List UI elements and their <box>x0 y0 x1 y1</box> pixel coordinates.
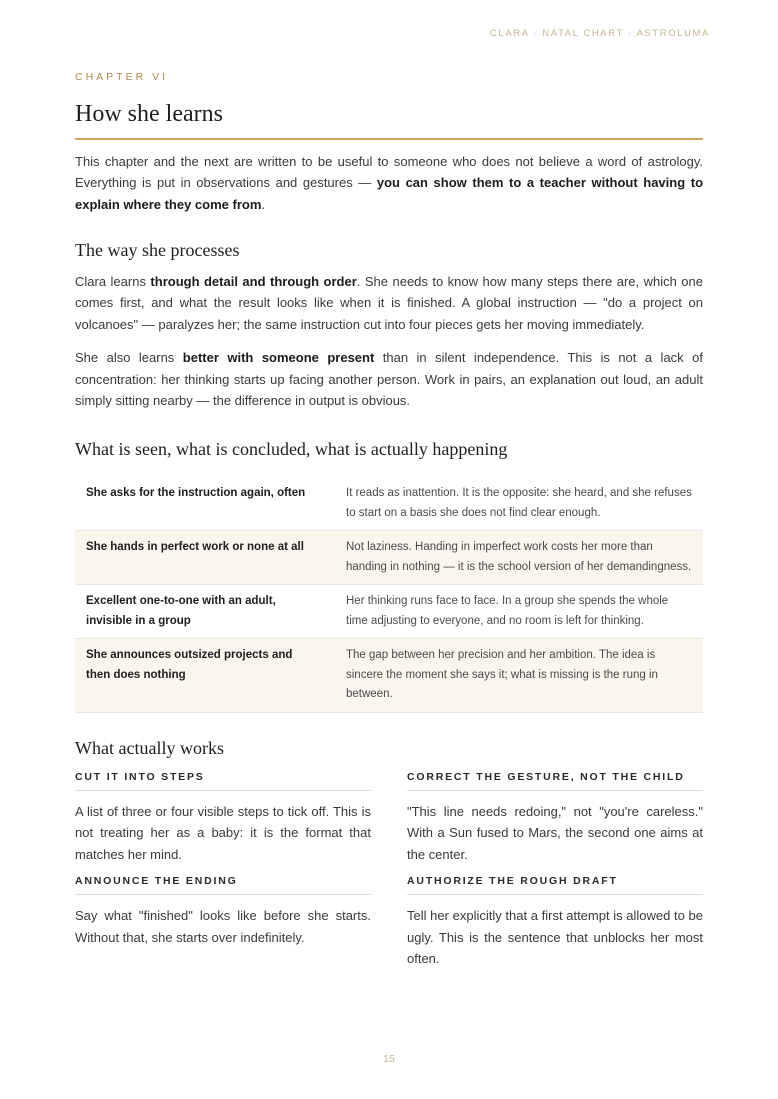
tip-title: CORRECT THE GESTURE, NOT THE CHILD <box>407 771 703 791</box>
tip-body: Say what "finished" looks like before she starts. Without that, she starts over indefinitely. <box>75 908 371 945</box>
section-heading-seen: What is seen, what is concluded, what is actually happening <box>75 438 508 459</box>
tip-title: CUT IT INTO STEPS <box>75 771 371 791</box>
tip-body: Tell her explicitly that a first attempt is allowed to be ugly. This is the sentence that unblocks her most often. <box>407 908 703 967</box>
intro-text-end: . <box>261 196 266 212</box>
page-content <box>75 71 703 970</box>
paragraph-text: She also learns <box>75 350 183 366</box>
processes-paragraph-1 <box>75 271 703 336</box>
tip-title: AUTHORIZE THE ROUGH DRAFT <box>407 875 703 895</box>
tip-card <box>75 771 371 866</box>
tip-card <box>75 875 371 970</box>
title-divider <box>75 138 703 140</box>
observation-actual: Her thinking runs face to face. In a group she spends the whole time adjusting to everyone, and no room is left for thinking. <box>326 585 703 639</box>
observation-actual: Not laziness. Handing in imperfect work costs her more than handing in nothing — it is the school version of her demandingness. <box>326 531 703 585</box>
paragraph-text: . She needs to know how many steps there are, which one comes first, and what the result looks like when it is finished. A global instruction — "do a project on volcanoes" — paralyzes her; the same instruction cut into four pieces gets her moving immediately. <box>75 273 703 332</box>
table-row <box>75 477 703 531</box>
section-heading-processes: The way she processes <box>75 240 240 261</box>
tip-card <box>407 875 703 970</box>
page-title: How she learns <box>75 101 223 127</box>
paragraph-emphasis: through detail and through order <box>150 273 357 289</box>
tip-card <box>407 771 703 866</box>
table-row <box>75 585 703 639</box>
tip-title: ANNOUNCE THE ENDING <box>75 875 371 895</box>
intro-paragraph <box>75 151 703 216</box>
intro-emphasis: you can show them to a teacher without having to explain where they come from <box>75 175 704 212</box>
observation-actual: It reads as inattention. It is the opposite: she heard, and she refuses to start on a basis she does not find clear enough. <box>326 477 703 531</box>
observation-actual: The gap between her precision and her ambition. The idea is sincere the moment she says it; what is missing is the rung in between. <box>326 639 703 713</box>
table-row <box>75 531 703 585</box>
section-heading-works: What actually works <box>75 737 224 758</box>
table-row <box>75 639 703 713</box>
tips-grid <box>75 771 703 970</box>
observation-seen: She hands in perfect work or none at all <box>75 531 326 585</box>
tip-body: "This line needs redoing," not "you're careless." With a Sun fused to Mars, the second one aims at the center. <box>407 803 703 862</box>
chapter-label: CHAPTER VI <box>75 71 169 83</box>
processes-paragraph-2 <box>75 347 703 412</box>
observation-seen: She asks for the instruction again, often <box>75 477 326 531</box>
observations-table <box>75 477 703 713</box>
paragraph-emphasis: better with someone present <box>182 350 375 366</box>
page-number: 15 <box>383 1053 395 1065</box>
observation-seen: Excellent one-to-one with an adult, invisible in a group <box>75 585 326 639</box>
observation-seen: She announces outsized projects and then does nothing <box>75 639 326 713</box>
running-head: CLARA · NATAL CHART · ASTROLUMA <box>489 28 710 39</box>
paragraph-text: than in silent independence. This is not a lack of concentration: her thinking starts up facing another person. Work in pairs, an explanation out loud, an adult simply sitting nearby — the difference in output is obvious. <box>75 350 703 409</box>
intro-text: This chapter and the next are written to be useful to someone who does not believe a word of astrology. Everything is put in observations and gestures — <box>75 153 703 191</box>
paragraph-text: Clara learns <box>75 273 151 289</box>
tip-body: A list of three or four visible steps to tick off. This is not treating her as a baby: it is the format that matches her mind. <box>75 803 371 862</box>
